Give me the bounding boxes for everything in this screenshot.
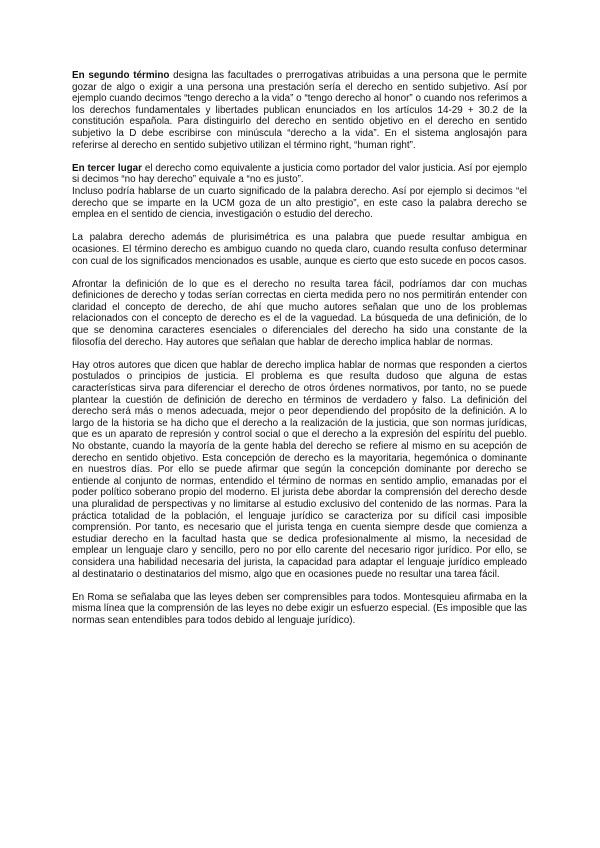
paragraph-lead: En segundo término	[72, 70, 170, 81]
paragraph-text: Hay otros autores que dicen que hablar de derecho implica hablar de normas que responden a ciertos postulados o principios de justicia. El problema es que resulta dudoso que alguna de estas características sirva para diferenciar el derecho de otros órdenes normativos, por tanto, no se puede plantear la cuestión de definición de derecho en términos de verdadero y falso. La definición del derecho será más o menos adecuada, mejor o peor dependiendo del propósito de la definición. A lo largo de la historia se ha dicho que el derecho a la realización de la justicia, que son normas jurídicas, que es un aparato de represión y control social o que el derecho a la expresión del espíritu del pueblo. No obstante, cuando la mayoría de la gente habla del derecho se refiere al mismo en su acepción de derecho en sentido objetivo. Esta concepción de derecho es la mayoritaria, hegemónica o dominante en nuestros días. Por ello se puede afirmar que según la concepción dominante por derecho se entiende al conjunto de normas, entendido el término de normas en sentido amplio, emanadas por el poder político soberano propio del moderno. El jurista debe abordar la comprensión del derecho desde una pluralidad de perspectivas y no limitarse al estudio exclusivo del contenido de las normas. Para la práctica totalidad de la población, el lenguaje jurídico se caracteriza por su difícil casi imposible comprensión. Por tanto, es necesario que el jurista tenga en cuenta siempre desde que comienza a estudiar derecho en la facultad hasta que se dedica profesionalmente al mismo, la necesidad de emplear un lenguaje claro y sencillo, pero no por ello carente del necesario rigor jurídico. Por ello, se considera una habilidad necesaria del jurista, la capacidad para adaptar el lenguaje jurídico empleado al destinatario o destinatarios del mismo, algo que en ocasiones puede no resultar una tarea fácil.	[72, 359, 527, 580]
paragraph-roma	[72, 592, 527, 627]
paragraph-tercer-lugar	[72, 163, 527, 186]
paragraph-text: el derecho como equivalente a justicia como portador del valor justicia. Así por ejemplo si decimos “no hay derecho” equivale a “no es justo”.	[72, 162, 527, 186]
document-page	[72, 70, 527, 638]
paragraph-otros-autores	[72, 360, 527, 580]
paragraph-text: designa las facultades o prerrogativas atribuidas a una persona que le permite gozar de algo o exigir a una persona una prestación sería el derecho en sentido subjetivo. Así por ejemplo cuando decimos “tengo derecho a la vida” o “tengo derecho al honor” o cuando nos referimos a los derechos fundamentales y libertades publican enunciados en los artículos 14-29 + 30.2 de la constitución española. Para distinguirlo del derecho en sentido objetivo en el derecho en sentido subjetivo la D debe escribirse con minúscula “derecho a la vida”. En el sistema anglosajón para referirse al derecho en sentido subjetivo utilizan el término right, “human right”.	[72, 70, 527, 151]
paragraph-text: Incluso podría hablarse de un cuarto significado de la palabra derecho. Así por ejemplo si decimos “el derecho que se imparte en la UCM goza de un alto prestigio”, en este caso la palabra derecho se emplea en el sentido de ciencia, investigación o estudio del derecho.	[72, 185, 527, 221]
paragraph-lead: En tercer lugar	[72, 162, 142, 174]
paragraph-cuarto-significado	[72, 186, 527, 221]
paragraph-definicion	[72, 279, 527, 349]
paragraph-segundo-termino	[72, 70, 527, 151]
paragraph-text: Afrontar la definición de lo que es el derecho no resulta tarea fácil, podríamos dar con muchas definiciones de derecho y todas serían correctas en cierta medida pero no nos permitirán entender con claridad el concepto de derecho, de ahí que mucho autores señalan que uno de los problemas relacionados con el concepto de derecho es el de la vaguedad. La búsqueda de una definición, de lo que se denomina caracteres esenciales o diferenciales del derecho ha sido una constante de la filosofía del derecho. Hay autores que señalan que hablar de derecho implica hablar de normas.	[72, 278, 527, 348]
paragraph-text: En Roma se señalaba que las leyes deben ser comprensibles para todos. Montesquieu afirmaba en la misma línea que la comprensión de las leyes no debe exigir un esfuerzo especial. (Es imposible que las normas sean entendibles para todos debido al lenguaje jurídico).	[72, 591, 527, 626]
paragraph-text: La palabra derecho además de plurisimétrica es una palabra que puede resultar ambigua en ocasiones. El término derecho es ambiguo cuando no queda claro, cuando resulta confuso determinar con cual de los significados mencionados es usable, aunque es cierto que esto sucede en pocos casos.	[72, 232, 527, 267]
paragraph-ambiguedad	[72, 232, 527, 267]
